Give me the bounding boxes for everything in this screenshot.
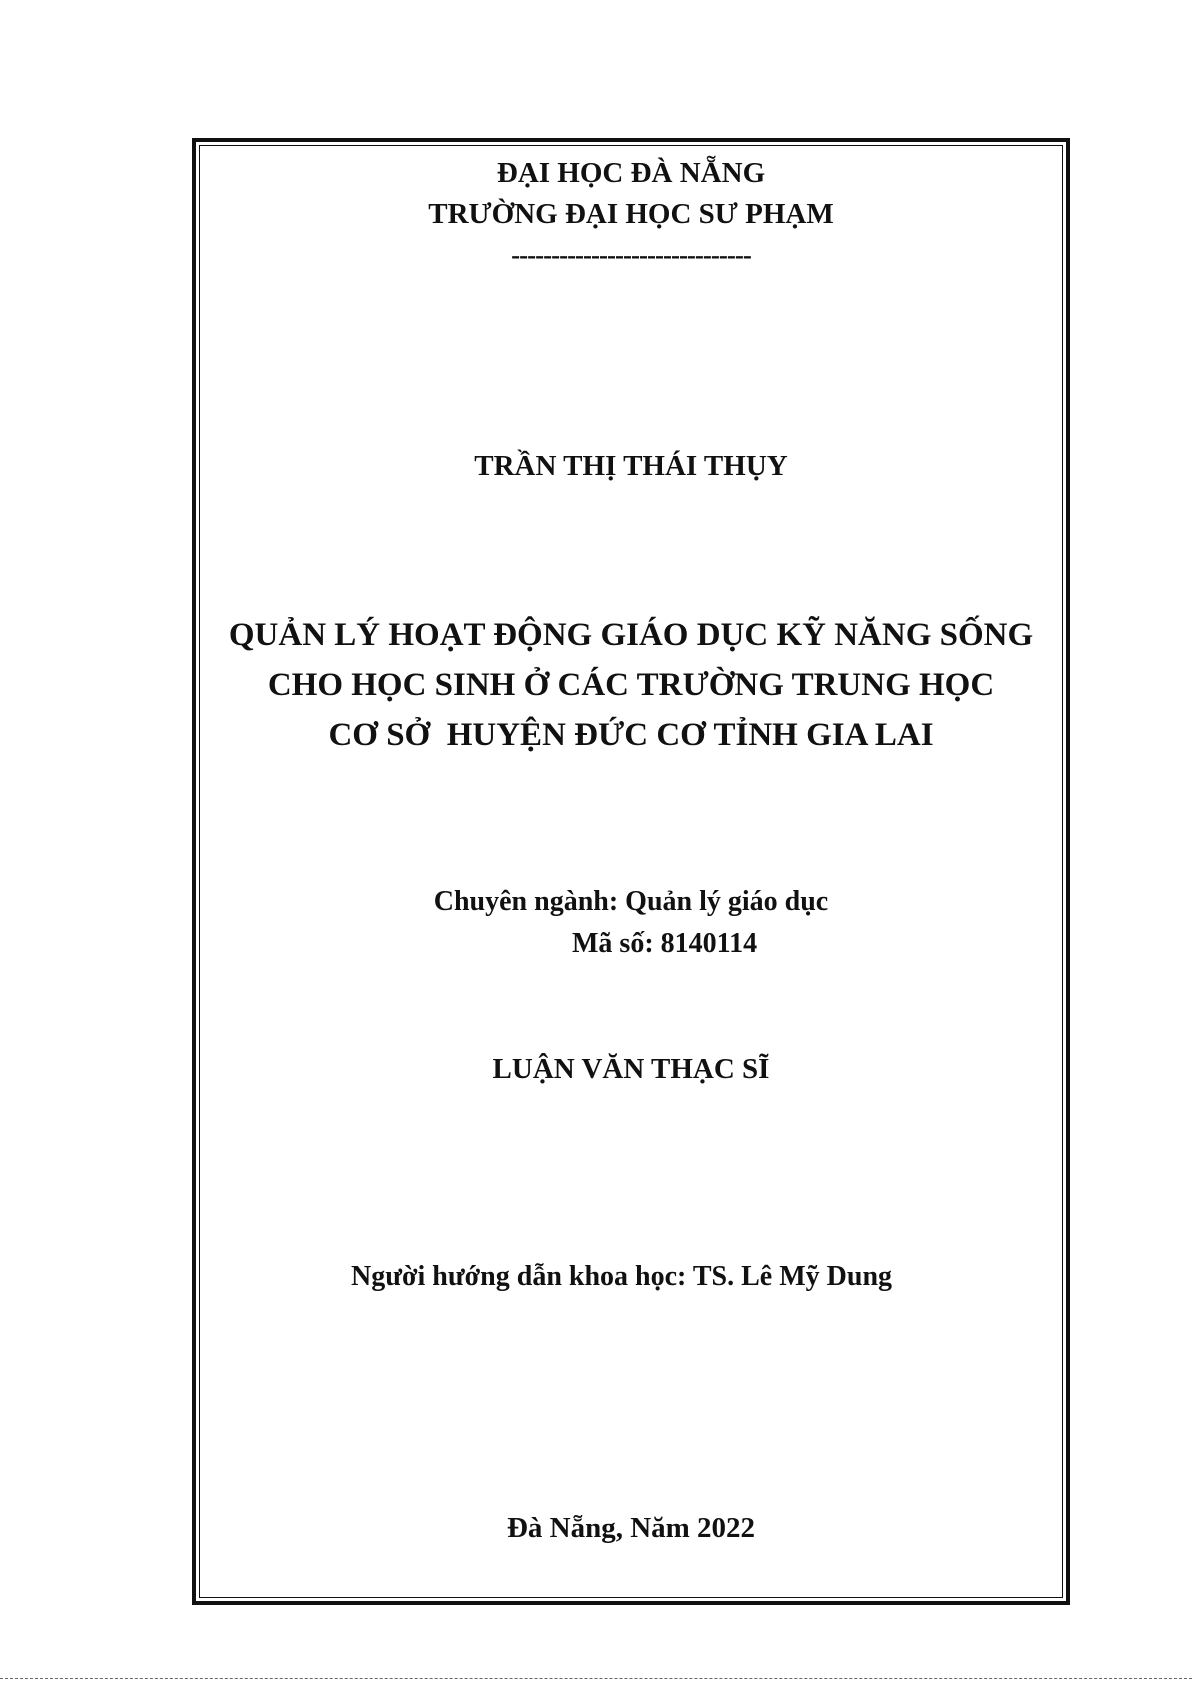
place-and-year: Đà Nẵng, Năm 2022 bbox=[506, 1512, 756, 1544]
specialization-code: Mã số: 8140114 bbox=[572, 928, 758, 959]
specialization: Chuyên ngành: Quản lý giáo dục bbox=[433, 886, 829, 917]
university-name: ĐẠI HỌC ĐÀ NẴNG bbox=[496, 157, 766, 189]
page-bottom-rule bbox=[0, 1678, 1192, 1679]
advisor: Người hướng dẫn khoa học: TS. Lê Mỹ Dung bbox=[351, 1261, 893, 1292]
thesis-title-line-2: CHO HỌC SINH Ở CÁC TRƯỜNG TRUNG HỌC bbox=[267, 667, 995, 703]
header-divider: ------------------------------ bbox=[511, 240, 751, 270]
degree-type: LUẬN VĂN THẠC SĨ bbox=[492, 1053, 770, 1085]
school-name: TRƯỜNG ĐẠI HỌC SƯ PHẠM bbox=[428, 198, 834, 230]
cover-border-inner bbox=[199, 145, 1063, 1598]
thesis-title-line-1: QUẢN LÝ HOẠT ĐỘNG GIÁO DỤC KỸ NĂNG SỐNG bbox=[228, 617, 1034, 653]
thesis-title-line-3: CƠ SỞ HUYỆN ĐỨC CƠ TỈNH GIA LAI bbox=[328, 717, 934, 753]
author-name: TRẦN THỊ THÁI THỤY bbox=[474, 450, 788, 482]
